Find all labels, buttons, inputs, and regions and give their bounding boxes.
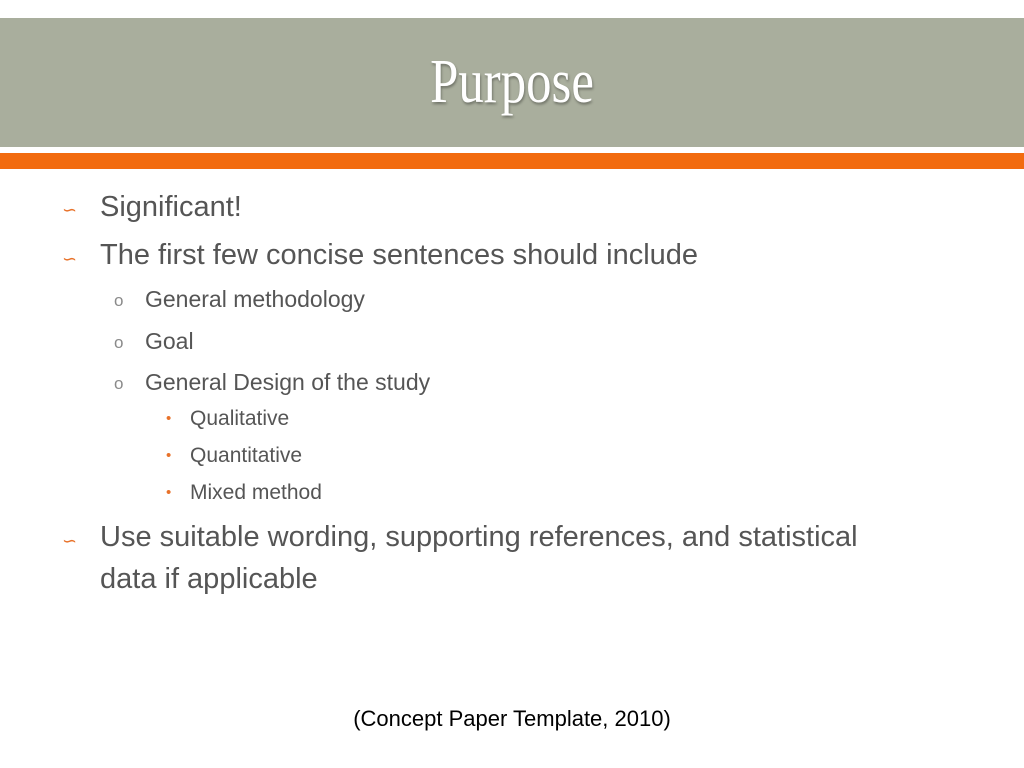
sub-sub-bullet-icon: • bbox=[166, 410, 172, 427]
sub-sub-bullet-icon: • bbox=[166, 447, 172, 464]
list-item-continuation: data if applicable bbox=[100, 563, 318, 595]
list-item: Significant! bbox=[100, 191, 242, 223]
sub-sub-bullet-icon: • bbox=[166, 484, 172, 501]
sub-bullet-icon: o bbox=[114, 291, 124, 310]
list-item: The first few concise sentences should include bbox=[100, 239, 699, 271]
list-item: Use suitable wording, supporting references, and statistical bbox=[100, 521, 858, 553]
list-item: General Design of the study bbox=[145, 369, 431, 395]
list-item: Goal bbox=[145, 328, 194, 354]
bullet-icon: ∽ bbox=[62, 531, 78, 552]
sub-bullet-icon: o bbox=[114, 374, 124, 393]
sub-bullet-icon: o bbox=[114, 333, 124, 352]
list-item: Qualitative bbox=[190, 407, 290, 430]
list-item: General methodology bbox=[145, 286, 365, 312]
list-item: Quantitative bbox=[190, 444, 303, 467]
citation: (Concept Paper Template, 2010) bbox=[353, 706, 671, 731]
bullet-icon: ∽ bbox=[62, 249, 78, 270]
slide-title: Purpose bbox=[430, 48, 594, 116]
bullet-icon: ∽ bbox=[62, 200, 78, 221]
list-item: Mixed method bbox=[190, 481, 322, 504]
